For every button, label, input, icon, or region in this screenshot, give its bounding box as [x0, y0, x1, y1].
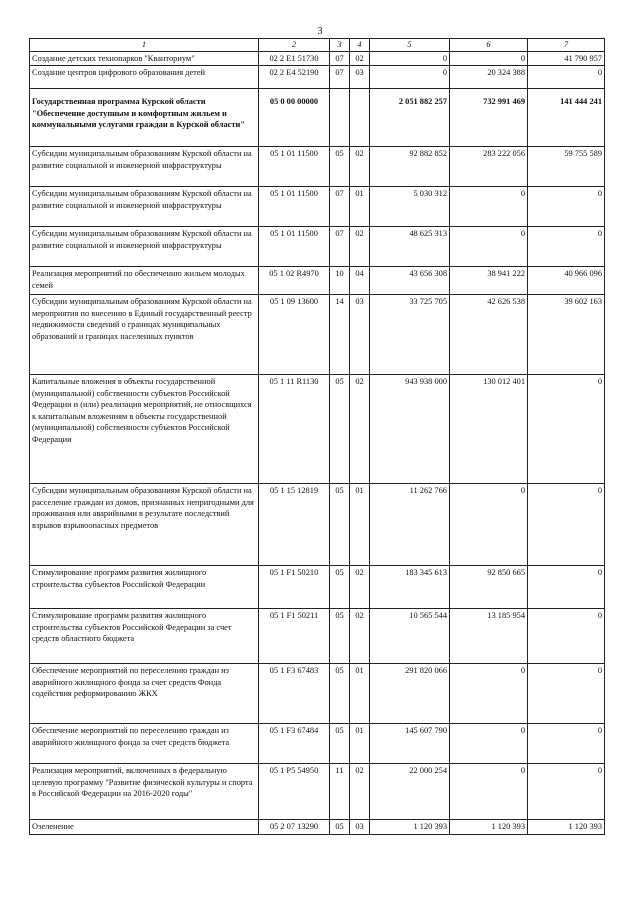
row-amount-1: 5 030 312 [370, 187, 450, 227]
table-row [30, 66, 605, 89]
row-code: 05 1 01 11500 [259, 147, 330, 187]
row-amount-1: 2 051 882 257 [370, 89, 450, 147]
row-amount-2: 1 120 393 [450, 820, 528, 835]
row-amount-3: 0 [528, 375, 605, 484]
row-section: 07 [330, 66, 350, 89]
row-amount-1: 291 820 066 [370, 664, 450, 724]
row-name: Субсидии муниципальным образованиям Курской области на развитие социальной и инженерной инфраструктуры [30, 187, 259, 227]
row-section: 14 [330, 295, 350, 375]
table-row [30, 227, 605, 267]
row-amount-2: 20 324 388 [450, 66, 528, 89]
row-subsection: 01 [350, 484, 370, 566]
row-subsection: 04 [350, 267, 370, 295]
row-name: Обеспечение мероприятий по переселению граждан из аварийного жилищного фонда за счет средств бюджета [30, 724, 259, 764]
row-section: 05 [330, 724, 350, 764]
table-row [30, 820, 605, 835]
row-name: Обеспечение мероприятий по переселению граждан из аварийного жилищного фонда за счет средств Фонда содействия реформированию ЖКХ [30, 664, 259, 724]
row-amount-3: 0 [528, 187, 605, 227]
row-amount-3: 0 [528, 609, 605, 664]
row-code: 05 1 01 11500 [259, 187, 330, 227]
row-code: 05 1 F1 50211 [259, 609, 330, 664]
row-section: 07 [330, 187, 350, 227]
table-row [30, 764, 605, 820]
row-subsection: 02 [350, 764, 370, 820]
row-code: 05 0 00 00000 [259, 89, 330, 147]
row-amount-1: 943 938 000 [370, 375, 450, 484]
row-section: 05 [330, 664, 350, 724]
row-amount-3: 59 755 589 [528, 147, 605, 187]
row-subsection: 02 [350, 375, 370, 484]
row-amount-3: 1 120 393 [528, 820, 605, 835]
row-subsection: 02 [350, 609, 370, 664]
row-code: 05 1 F3 67483 [259, 664, 330, 724]
row-name: Стимулирование программ развития жилищного строительства субъектов Российской Федерации [30, 566, 259, 609]
row-amount-3: 0 [528, 664, 605, 724]
row-code: 05 1 15 12819 [259, 484, 330, 566]
row-amount-3: 0 [528, 764, 605, 820]
row-amount-1: 0 [370, 66, 450, 89]
row-name: Субсидии муниципальным образованиям Курской области на расселение граждан из домов, признанных непригодными для проживания или аварийными в результате последствий взрывов взрывоопасных предметов [30, 484, 259, 566]
header-row [30, 39, 605, 52]
row-amount-1: 11 262 766 [370, 484, 450, 566]
table-row [30, 51, 605, 66]
row-amount-1: 10 565 544 [370, 609, 450, 664]
row-amount-2: 0 [450, 187, 528, 227]
row-name: Субсидии муниципальным образованиям Курской области на развитие социальной и инженерной инфраструктуры [30, 147, 259, 187]
row-subsection: 01 [350, 187, 370, 227]
row-subsection: 03 [350, 820, 370, 835]
row-section [330, 89, 350, 147]
row-name: Государственная программа Курской области "Обеспечение доступным и комфортным жильем и коммунальными услугами граждан в Курской области" [30, 89, 259, 147]
row-code: 05 1 02 R4970 [259, 267, 330, 295]
row-section: 05 [330, 820, 350, 835]
page-number: 3 [317, 26, 323, 37]
row-section: 11 [330, 764, 350, 820]
row-amount-2: 42 626 538 [450, 295, 528, 375]
row-amount-3: 41 790 957 [528, 51, 605, 66]
row-amount-3: 0 [528, 724, 605, 764]
row-amount-1: 92 882 852 [370, 147, 450, 187]
table-row [30, 484, 605, 566]
row-amount-2: 0 [450, 484, 528, 566]
row-amount-1: 183 345 613 [370, 566, 450, 609]
column-header: 3 [330, 39, 350, 52]
column-header: 4 [350, 39, 370, 52]
row-section: 05 [330, 375, 350, 484]
row-amount-3: 141 444 241 [528, 89, 605, 147]
row-subsection: 03 [350, 295, 370, 375]
row-section: 05 [330, 484, 350, 566]
row-amount-3: 39 602 163 [528, 295, 605, 375]
row-name: Капитальные вложения в объекты государственной (муниципальной) собственности субъектов Российской Федерации и (или) реализация мероприятий, не относящихся к капитальным вложениям в объекты государственной (муниципальной) собственности субъектов Российской Федерации [30, 375, 259, 484]
row-amount-2: 92 850 665 [450, 566, 528, 609]
table-row [30, 664, 605, 724]
row-amount-3: 40 966 096 [528, 267, 605, 295]
table-row [30, 724, 605, 764]
row-amount-3: 0 [528, 484, 605, 566]
table-row [30, 295, 605, 375]
row-amount-2: 732 991 469 [450, 89, 528, 147]
row-subsection: 02 [350, 147, 370, 187]
row-name: Создание центров цифрового образования детей [30, 66, 259, 89]
row-amount-2: 0 [450, 51, 528, 66]
row-amount-3: 0 [528, 227, 605, 267]
column-header: 1 [30, 39, 259, 52]
table-row [30, 187, 605, 227]
row-amount-3: 0 [528, 566, 605, 609]
column-header: 7 [528, 39, 605, 52]
row-amount-1: 0 [370, 51, 450, 66]
row-amount-1: 22 000 254 [370, 764, 450, 820]
row-code: 05 1 F1 50210 [259, 566, 330, 609]
row-name: Озеленение [30, 820, 259, 835]
table-row [30, 147, 605, 187]
row-amount-3: 0 [528, 66, 605, 89]
row-amount-2: 0 [450, 724, 528, 764]
row-subsection: 01 [350, 724, 370, 764]
column-header: 2 [259, 39, 330, 52]
row-code: 05 2 07 13290 [259, 820, 330, 835]
row-amount-1: 33 725 705 [370, 295, 450, 375]
row-amount-1: 145 607 790 [370, 724, 450, 764]
row-name: Реализация мероприятий по обеспечению жильем молодых семей [30, 267, 259, 295]
row-code: 05 1 P5 54950 [259, 764, 330, 820]
table-row [30, 566, 605, 609]
table-row [30, 267, 605, 295]
row-section: 05 [330, 566, 350, 609]
row-name: Субсидии муниципальным образованиям Курской области на развитие социальной и инженерной инфраструктуры [30, 227, 259, 267]
column-header: 6 [450, 39, 528, 52]
row-section: 10 [330, 267, 350, 295]
row-amount-2: 0 [450, 764, 528, 820]
row-amount-1: 1 120 393 [370, 820, 450, 835]
row-amount-1: 48 625 313 [370, 227, 450, 267]
row-name: Реализация мероприятий, включенных в федеральную целевую программу "Развитие физической культуры и спорта в Российской Федерации на 2016-2020 годы" [30, 764, 259, 820]
row-amount-2: 38 941 222 [450, 267, 528, 295]
row-code: 02 2 E4 52190 [259, 66, 330, 89]
row-amount-1: 43 656 308 [370, 267, 450, 295]
budget-table [29, 38, 605, 835]
row-section: 05 [330, 609, 350, 664]
row-name: Стимулирование программ развития жилищного строительства субъектов Российской Федерации за счет средств областного бюджета [30, 609, 259, 664]
column-header: 5 [370, 39, 450, 52]
table-row [30, 609, 605, 664]
row-code: 05 1 F3 67484 [259, 724, 330, 764]
table-row-program [30, 89, 605, 147]
row-subsection [350, 89, 370, 147]
row-name: Создание детских технопарков "Кванториум" [30, 51, 259, 66]
row-section: 05 [330, 147, 350, 187]
row-subsection: 01 [350, 664, 370, 724]
row-amount-2: 130 012 401 [450, 375, 528, 484]
row-subsection: 02 [350, 51, 370, 66]
row-code: 05 1 09 13600 [259, 295, 330, 375]
row-subsection: 02 [350, 227, 370, 267]
row-amount-2: 0 [450, 664, 528, 724]
row-amount-2: 283 222 056 [450, 147, 528, 187]
row-amount-2: 0 [450, 227, 528, 267]
row-subsection: 03 [350, 66, 370, 89]
table-row [30, 375, 605, 484]
row-name: Субсидии муниципальным образованиям Курской области на мероприятия по внесению в Единый государственный реестр недвижимости сведений о границах муниципальных образований и границах населенных пунктов [30, 295, 259, 375]
row-subsection: 02 [350, 566, 370, 609]
row-code: 02 2 E1 51730 [259, 51, 330, 66]
row-section: 07 [330, 51, 350, 66]
row-code: 05 1 01 11500 [259, 227, 330, 267]
row-code: 05 1 11 R1130 [259, 375, 330, 484]
row-amount-2: 13 185 954 [450, 609, 528, 664]
row-section: 07 [330, 227, 350, 267]
